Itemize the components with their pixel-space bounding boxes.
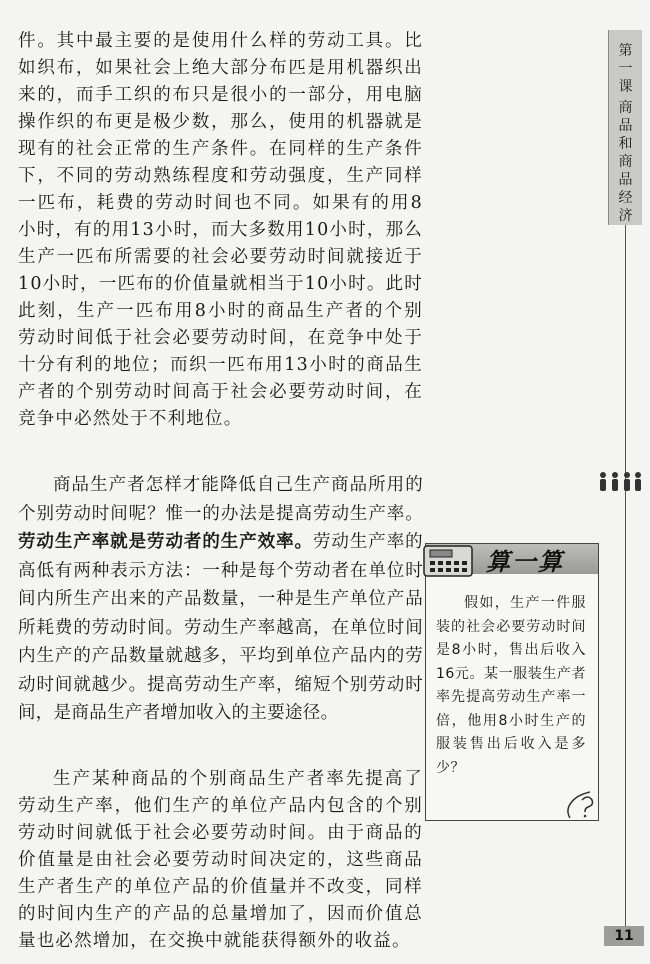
calc-title: 算一算: [486, 548, 564, 576]
chapter-title-char: 品: [618, 172, 633, 188]
paragraph-2-rest: 劳动生产率的高低有两种表示方法：一种是每个劳动者在单位时间内所生产出来的产品数量，一种是生产单位产品所耗费的劳动时间。劳动生产率越高，在单位时间内生产的产品数量就越多，平均到单位产品内的劳动时间就越少。提高劳动生产率，缩短个别劳动时间，是商品生产者增加收入的主要途径。: [18, 532, 423, 723]
paragraph-1: 件。其中最主要的是使用什么样的劳动工具。比如织布，如果社会上绝大部分布匹是用机器织出来的，而手工织的布只是很小的一部分，用电脑操作织的布更是极少数，那么，使用的机器就是现有的社会正常的生产条件。在同样的生产条件下，不同的劳动熟练程度和劳动强度，生产同样一匹布，耗费的劳动时间也不同。如果有的用8小时，有的用13小时，而大多数用10小时，那么生产一匹布所需要的社会必要劳动时间就接近于10小时，一匹布的价值量就相当于10小时。此时此刻，生产一匹布用8小时的商品生产者的个别劳动时间低于社会必要劳动时间，在竞争中处于十分有利的地位；而织一匹布用13小时的商品生产者的个别劳动时间高于社会必要劳动时间，在竞争中必然处于不利地位。: [18, 31, 423, 429]
people-icon: [596, 470, 644, 494]
question-curl-icon: [560, 790, 596, 820]
chapter-title-char: 商: [618, 154, 633, 170]
definition-bold: 劳动生产率就是劳动者的生产效率。: [18, 532, 313, 552]
chapter-label-char: 课: [618, 79, 633, 95]
calc-question: 假如，生产一件服装的社会必要劳动时间是8小时，售出后收入16元。某一服装生产者率先提高劳动生产率一倍，他用8小时生产的服装售出后收入是多少？: [436, 595, 586, 776]
chapter-label-char: 第: [618, 43, 633, 59]
chapter-title-char: 商: [618, 100, 633, 116]
chapter-tab: [608, 30, 642, 225]
paragraph-2-intro: 商品生产者怎样才能降低自己生产商品所用的个别劳动时间呢？惟一的办法是提高劳动生产率。: [18, 475, 423, 524]
chapter-title-char: 和: [618, 136, 633, 152]
paragraph-2: [18, 471, 423, 728]
main-text: [18, 28, 423, 955]
chapter-title-char: 济: [618, 208, 633, 224]
paragraph-3: 生产某种商品的个别商品生产者率先提高了劳动生产率，他们生产的单位产品内包含的个别劳动时间就低于社会必要劳动时间。由于商品的价值量是由社会必要劳动时间决定的，这些商品生产者生产的单位产品的价值量并不改变，同样的时间内生产的产品的总量增加了，因而价值总量也必然增加，在交换中就能获得额外的收益。: [18, 768, 423, 951]
calc-exercise-box: [425, 543, 599, 821]
page-number: 11: [604, 926, 644, 946]
chapter-label-char: 一: [618, 61, 633, 77]
chapter-title-char: 品: [618, 118, 633, 134]
chapter-title-char: 经: [618, 190, 633, 206]
calculator-icon: [420, 536, 480, 580]
